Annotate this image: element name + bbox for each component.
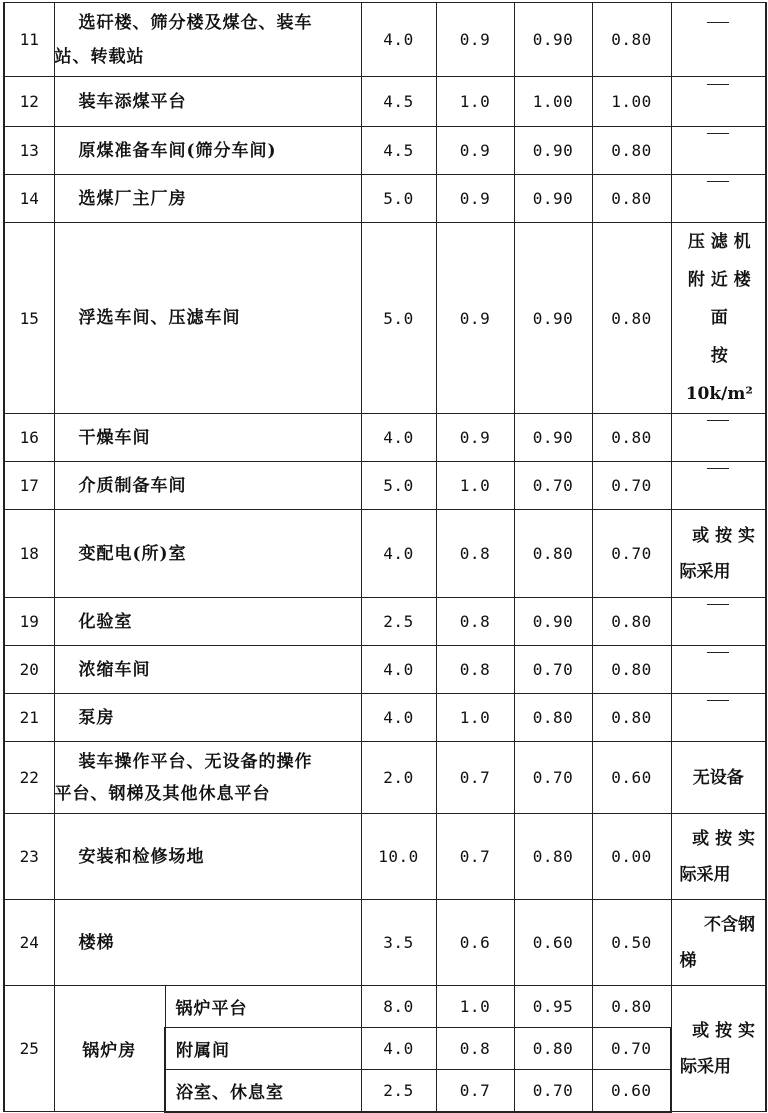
value-cell: 0.90 — [514, 414, 592, 462]
item-name — [54, 3, 361, 77]
row-number: 12 — [4, 77, 54, 127]
dash-mark — [707, 604, 729, 639]
value-cell: 0.80 — [592, 175, 671, 223]
row-number: 16 — [4, 414, 54, 462]
value-cell: 8.0 — [361, 986, 436, 1028]
value-cell: 0.9 — [436, 175, 514, 223]
note-cell: 无设备 — [671, 742, 766, 814]
value-cell: 4.0 — [361, 414, 436, 462]
value-cell: 0.60 — [514, 900, 592, 986]
table-row — [4, 510, 766, 598]
item-name: 化验室 — [54, 598, 361, 646]
item-name: 浮选车间、压滤车间 — [54, 223, 361, 414]
row-number: 23 — [4, 814, 54, 900]
value-cell: 0.8 — [436, 598, 514, 646]
value-cell: 2.5 — [361, 598, 436, 646]
load-table — [3, 2, 767, 1113]
value-cell: 5.0 — [361, 175, 436, 223]
dash-mark — [707, 652, 729, 687]
dash-mark — [707, 468, 729, 503]
note-line: 不含钢 — [704, 914, 755, 935]
dash-mark — [707, 133, 729, 168]
table-row — [4, 175, 766, 223]
value-cell: 2.5 — [361, 1070, 436, 1112]
item-name: 干燥车间 — [54, 414, 361, 462]
note-line: 或 按 实 — [692, 525, 755, 546]
group-name: 锅炉房 — [54, 986, 165, 1112]
value-cell: 0.7 — [436, 1070, 514, 1112]
value-cell: 0.80 — [592, 646, 671, 694]
dash-mark — [707, 420, 729, 455]
row-number: 20 — [4, 646, 54, 694]
value-cell: 0.80 — [514, 694, 592, 742]
note-line: 按 10k/m² — [685, 346, 753, 404]
note-cell — [671, 414, 766, 462]
value-cell: 0.80 — [514, 510, 592, 598]
note-cell — [671, 462, 766, 510]
value-cell: 0.7 — [436, 814, 514, 900]
row-number: 14 — [4, 175, 54, 223]
value-cell: 0.9 — [436, 127, 514, 175]
row-number: 18 — [4, 510, 54, 598]
item-name-line2: 平台、钢梯及其他休息平台 — [54, 783, 271, 804]
value-cell: 0.95 — [514, 986, 592, 1028]
value-cell: 0.90 — [514, 3, 592, 77]
value-cell: 0.70 — [592, 1028, 671, 1070]
item-name: 泵房 — [54, 694, 361, 742]
row-number: 19 — [4, 598, 54, 646]
table-row — [4, 814, 766, 900]
item-name: 楼梯 — [54, 900, 361, 986]
note-cell — [671, 127, 766, 175]
dash-mark — [707, 22, 729, 57]
value-cell: 4.5 — [361, 77, 436, 127]
value-cell: 0.80 — [592, 3, 671, 77]
note-cell — [671, 694, 766, 742]
row-number: 11 — [4, 3, 54, 77]
value-cell: 0.70 — [514, 462, 592, 510]
value-cell: 0.80 — [592, 694, 671, 742]
dash-mark — [707, 84, 729, 119]
note-cell — [671, 223, 766, 414]
value-cell: 0.80 — [592, 986, 671, 1028]
value-cell: 0.70 — [514, 742, 592, 814]
value-cell: 4.0 — [361, 694, 436, 742]
table-row — [4, 646, 766, 694]
value-cell: 0.80 — [514, 814, 592, 900]
row-number: 24 — [4, 900, 54, 986]
dash-mark — [707, 700, 729, 735]
item-name: 原煤准备车间(筛分车间) — [54, 127, 361, 175]
item-name: 变配电(所)室 — [54, 510, 361, 598]
value-cell: 2.0 — [361, 742, 436, 814]
value-cell: 0.8 — [436, 510, 514, 598]
item-name — [54, 742, 361, 814]
value-cell: 0.80 — [592, 598, 671, 646]
row-number: 22 — [4, 742, 54, 814]
table-row — [4, 127, 766, 175]
row-number: 21 — [4, 694, 54, 742]
item-name: 介质制备车间 — [54, 462, 361, 510]
note-cell — [671, 598, 766, 646]
table-row — [4, 900, 766, 986]
value-cell: 4.0 — [361, 510, 436, 598]
item-name-line2: 站、转载站 — [54, 46, 145, 67]
value-cell: 4.0 — [361, 3, 436, 77]
table-row — [4, 986, 766, 1028]
dash-mark — [707, 181, 729, 216]
note-cell — [671, 900, 766, 986]
table-row — [4, 77, 766, 127]
value-cell: 1.0 — [436, 77, 514, 127]
table-row — [4, 742, 766, 814]
note-line: 或 按 实 — [692, 828, 755, 849]
table-row — [4, 462, 766, 510]
value-cell: 4.0 — [361, 646, 436, 694]
value-cell: 0.50 — [592, 900, 671, 986]
value-cell: 0.9 — [436, 3, 514, 77]
table-row — [4, 598, 766, 646]
value-cell: 0.80 — [514, 1028, 592, 1070]
row-number: 17 — [4, 462, 54, 510]
value-cell: 1.0 — [436, 462, 514, 510]
value-cell: 0.80 — [592, 223, 671, 414]
value-cell: 0.70 — [592, 462, 671, 510]
value-cell: 0.80 — [592, 127, 671, 175]
sub-item-name: 浴室、休息室 — [165, 1070, 361, 1112]
item-name: 浓缩车间 — [54, 646, 361, 694]
note-cell — [671, 3, 766, 77]
value-cell: 0.90 — [514, 223, 592, 414]
note-line: 附 近 楼 面 — [687, 270, 751, 328]
value-cell: 3.5 — [361, 900, 436, 986]
value-cell: 4.0 — [361, 1028, 436, 1070]
value-cell: 0.70 — [592, 510, 671, 598]
note-line: 际采用 — [679, 561, 731, 582]
value-cell: 1.0 — [436, 986, 514, 1028]
note-cell — [671, 814, 766, 900]
value-cell: 1.00 — [592, 77, 671, 127]
note-line: 际采用 — [680, 1056, 731, 1077]
table-row — [4, 3, 766, 77]
note-line: 压 滤 机 — [687, 232, 751, 252]
value-cell: 1.0 — [436, 694, 514, 742]
value-cell: 5.0 — [361, 462, 436, 510]
sub-item-name: 附属间 — [165, 1028, 361, 1070]
table-row — [4, 223, 766, 414]
value-cell: 0.9 — [436, 414, 514, 462]
item-name: 装车添煤平台 — [54, 77, 361, 127]
value-cell: 1.00 — [514, 77, 592, 127]
row-number: 13 — [4, 127, 54, 175]
value-cell: 5.0 — [361, 223, 436, 414]
item-name-line1: 装车操作平台、无设备的操作 — [78, 751, 313, 772]
item-name-line1: 选矸楼、筛分楼及煤仓、装车 — [78, 12, 313, 33]
value-cell: 0.90 — [514, 175, 592, 223]
row-number: 15 — [4, 223, 54, 414]
value-cell: 0.90 — [514, 127, 592, 175]
note-line: 际采用 — [679, 864, 731, 885]
value-cell: 0.60 — [592, 1070, 671, 1112]
value-cell: 0.70 — [514, 646, 592, 694]
note-cell — [671, 77, 766, 127]
value-cell: 4.5 — [361, 127, 436, 175]
value-cell: 0.6 — [436, 900, 514, 986]
note-line: 或 按 实 — [692, 1020, 755, 1041]
value-cell: 0.8 — [436, 646, 514, 694]
note-cell — [671, 175, 766, 223]
value-cell: 0.70 — [514, 1070, 592, 1112]
note-cell — [671, 986, 766, 1112]
value-cell: 0.60 — [592, 742, 671, 814]
value-cell: 0.8 — [436, 1028, 514, 1070]
table-row — [4, 414, 766, 462]
value-cell: 0.7 — [436, 742, 514, 814]
value-cell: 0.90 — [514, 598, 592, 646]
note-cell — [671, 646, 766, 694]
value-cell: 10.0 — [361, 814, 436, 900]
table-row — [4, 694, 766, 742]
row-number: 25 — [4, 986, 54, 1112]
value-cell: 0.9 — [436, 223, 514, 414]
value-cell: 0.00 — [592, 814, 671, 900]
note-cell — [671, 510, 766, 598]
item-name: 选煤厂主厂房 — [54, 175, 361, 223]
note-line: 梯 — [679, 950, 697, 971]
value-cell: 0.80 — [592, 414, 671, 462]
item-name: 安装和检修场地 — [54, 814, 361, 900]
sub-item-name: 锅炉平台 — [165, 986, 361, 1028]
